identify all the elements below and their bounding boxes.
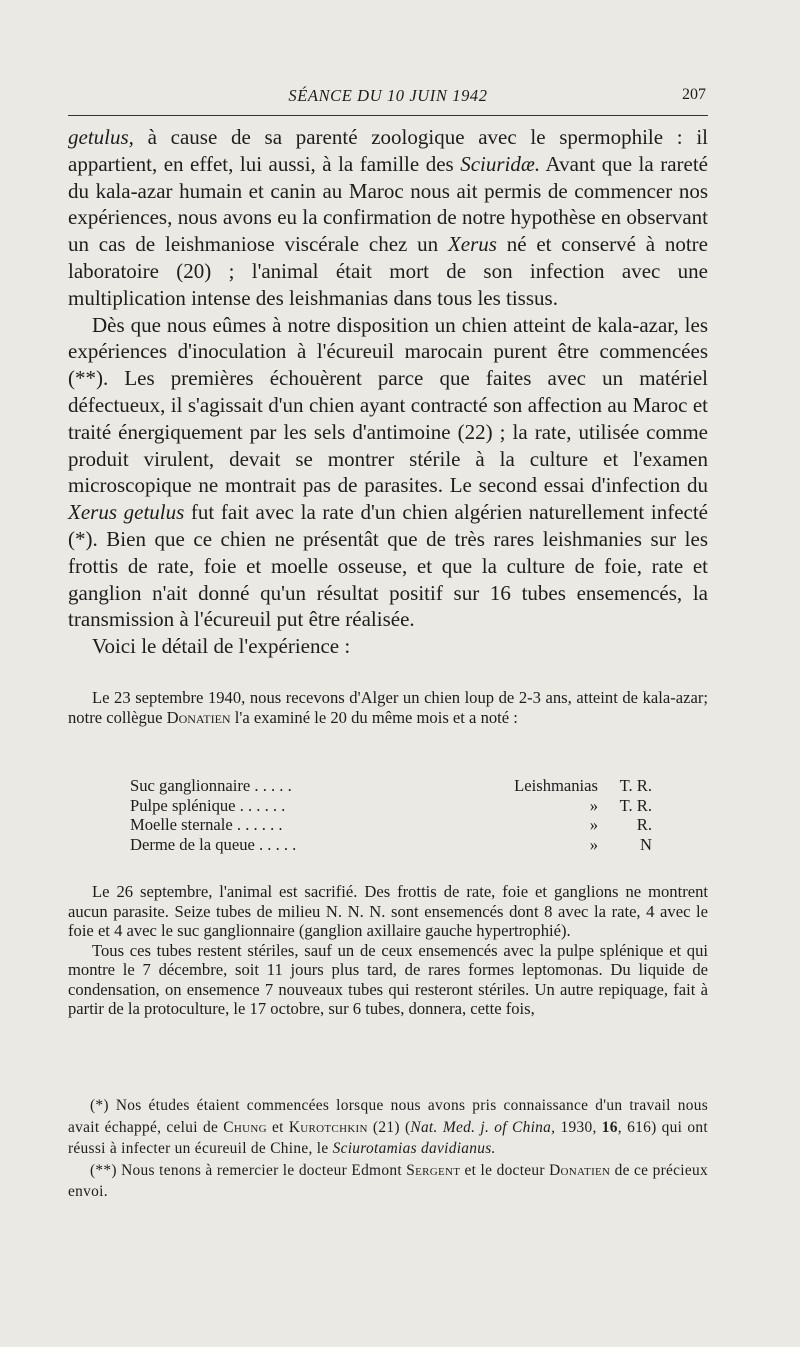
- row-result: R.: [636, 815, 652, 834]
- main-text: [68, 124, 708, 660]
- text-run: 1930,: [555, 1118, 602, 1136]
- running-header: [68, 86, 708, 112]
- text-run: Dès que nous eûmes à notre disposition un chien atteint de kala-azar, les expériences d'inoculation à l'écureuil marocain purent être commencées (**). Les premières échouèrent parce que faites avec un matériel défectueux, il s'agissait d'un chien ayant contracté son affection au Maroc et traité énergiquement par les sels d'antimoine (22) ; la rate, utilisée comme produit virulent, devait se montrer stérile à la culture et l'examen microscopique ne montrait pas de parasites. Le second essai d'infection du: [68, 312, 708, 498]
- small-caps-name: Chung: [223, 1118, 267, 1136]
- table-row: [130, 776, 670, 796]
- text-run: Le 23 septembre 1940, nous recevons d'Alger un chien loup de 2-3 ans, atteint de kala-azar; notre collègue: [68, 688, 708, 727]
- italic-text: getulus,: [68, 125, 134, 149]
- row-label: Pulpe splénique . . . . . .: [130, 795, 286, 815]
- experiment-intro-paragraph: [68, 688, 708, 727]
- experiment-paragraph-1: Le 26 septembre, l'animal est sacrifié. Des frottis de rate, foie et ganglions ne montrent aucun parasite. Seize tubes de milieu N. N. N. sont ensemencés dont 8 avec la rate, 4 avec le foie et 4 avec le suc ganglionnaire (ganglion axillaire gauche hypertrophié).: [68, 882, 708, 940]
- text-run: Avant que la rareté du kala-azar humain et canin au Maroc nous ait permis de commencer nos expériences, nous avons eu la confirmation de notre hypothèse en observant un cas de leishmaniose viscérale chez un: [68, 151, 708, 257]
- small-caps-name: Donatien: [166, 707, 231, 727]
- row-result: N: [640, 834, 652, 854]
- experiment-paragraph-2: Tous ces tubes restent stériles, sauf un de ceux ensemencés avec la pulpe splénique et qui montre le 7 décembre, soit 11 jours plus tard, de rares formes leptomonas. Du liquide de condensation, on ensemence 7 nouveaux tubes qui resteront stériles. Un autre repiquage, fait à partir de la protoculture, le 17 octobre, sur 6 tubes, donnera, cette fois,: [68, 940, 708, 1018]
- page-number: 207: [682, 86, 706, 103]
- text-run: (*) Nos études étaient commencées lorsque nous avons pris connaissance d'un travail nous avait échappé, celui de: [68, 1097, 708, 1136]
- row-value: Leishmanias: [514, 776, 598, 795]
- text-run: l'a examiné le 20 du même mois et a noté :: [230, 707, 518, 727]
- paragraph-3: Voici le détail de l'expérience :: [92, 634, 351, 659]
- italic-text: Sciuridæ.: [460, 151, 541, 176]
- text-run: né et conservé à notre laboratoire (20) ; l'animal était mort de son infection avec une multiplication intense des leishmanias dans tous les tissus.: [68, 232, 708, 310]
- experiment-intro: [68, 688, 708, 727]
- footnotes: [68, 1095, 708, 1203]
- small-caps-name: Kurotchkin: [288, 1118, 368, 1136]
- text-run: de ce précieux envoi.: [68, 1161, 708, 1201]
- row-value: »: [589, 815, 598, 834]
- row-label: Derme de la queue . . . . .: [130, 834, 297, 854]
- small-caps-name: Donatien: [549, 1161, 611, 1179]
- italic-text: Sciurotamias davidianus.: [332, 1140, 496, 1158]
- text-run: (**) Nous tenons à remercier le docteur Edmont: [90, 1161, 407, 1179]
- italic-text: Xerus getulus: [68, 500, 185, 525]
- bold-text: 16: [601, 1118, 618, 1136]
- table-row: [130, 815, 670, 835]
- experiment-results: [68, 882, 708, 1019]
- text-run: à cause de sa parenté zoologique avec le spermophile : il appartient, en effet, lui aussi, à la famille des: [68, 125, 708, 176]
- text-run: et le docteur: [460, 1161, 550, 1179]
- row-result: T. R.: [619, 776, 652, 795]
- italic-text: Xerus: [447, 232, 497, 257]
- row-label: Moelle sternale . . . . . .: [130, 815, 283, 834]
- text-run: (21) (: [367, 1118, 411, 1136]
- footnote-1: [68, 1095, 708, 1160]
- small-caps-name: Sergent: [406, 1161, 461, 1179]
- findings-table: [130, 776, 670, 854]
- italic-text: Nat. Med. j. of China,: [410, 1118, 556, 1136]
- text-run: et: [266, 1118, 289, 1136]
- table-row: [130, 796, 670, 816]
- table-row: [130, 835, 670, 855]
- running-title: SÉANCE DU 10 JUIN 1942: [288, 86, 488, 105]
- text-run: fut fait avec la rate d'un chien algérien naturellement infecté (*). Bien que ce chien ne présentât que de très rares leishmanies sur les frottis de rate, foie et moelle osseuse, et que la culture de foie, rate et ganglion n'ait donné qu'un résultat positif sur 16 tubes ensemencés, la transmission à l'écureuil put être réalisée.: [68, 500, 709, 632]
- paragraph-2: [68, 312, 708, 634]
- row-label: Suc ganglionnaire . . . . .: [130, 776, 292, 795]
- footnote-2: [68, 1160, 708, 1203]
- text-run: , 616) qui ont réussi à infecter un écureuil de Chine, le: [68, 1118, 708, 1158]
- paragraph-1: [68, 124, 708, 312]
- row-value: »: [589, 834, 598, 854]
- row-value: »: [589, 795, 598, 815]
- header-rule: [68, 115, 708, 116]
- row-result: T. R.: [619, 795, 652, 815]
